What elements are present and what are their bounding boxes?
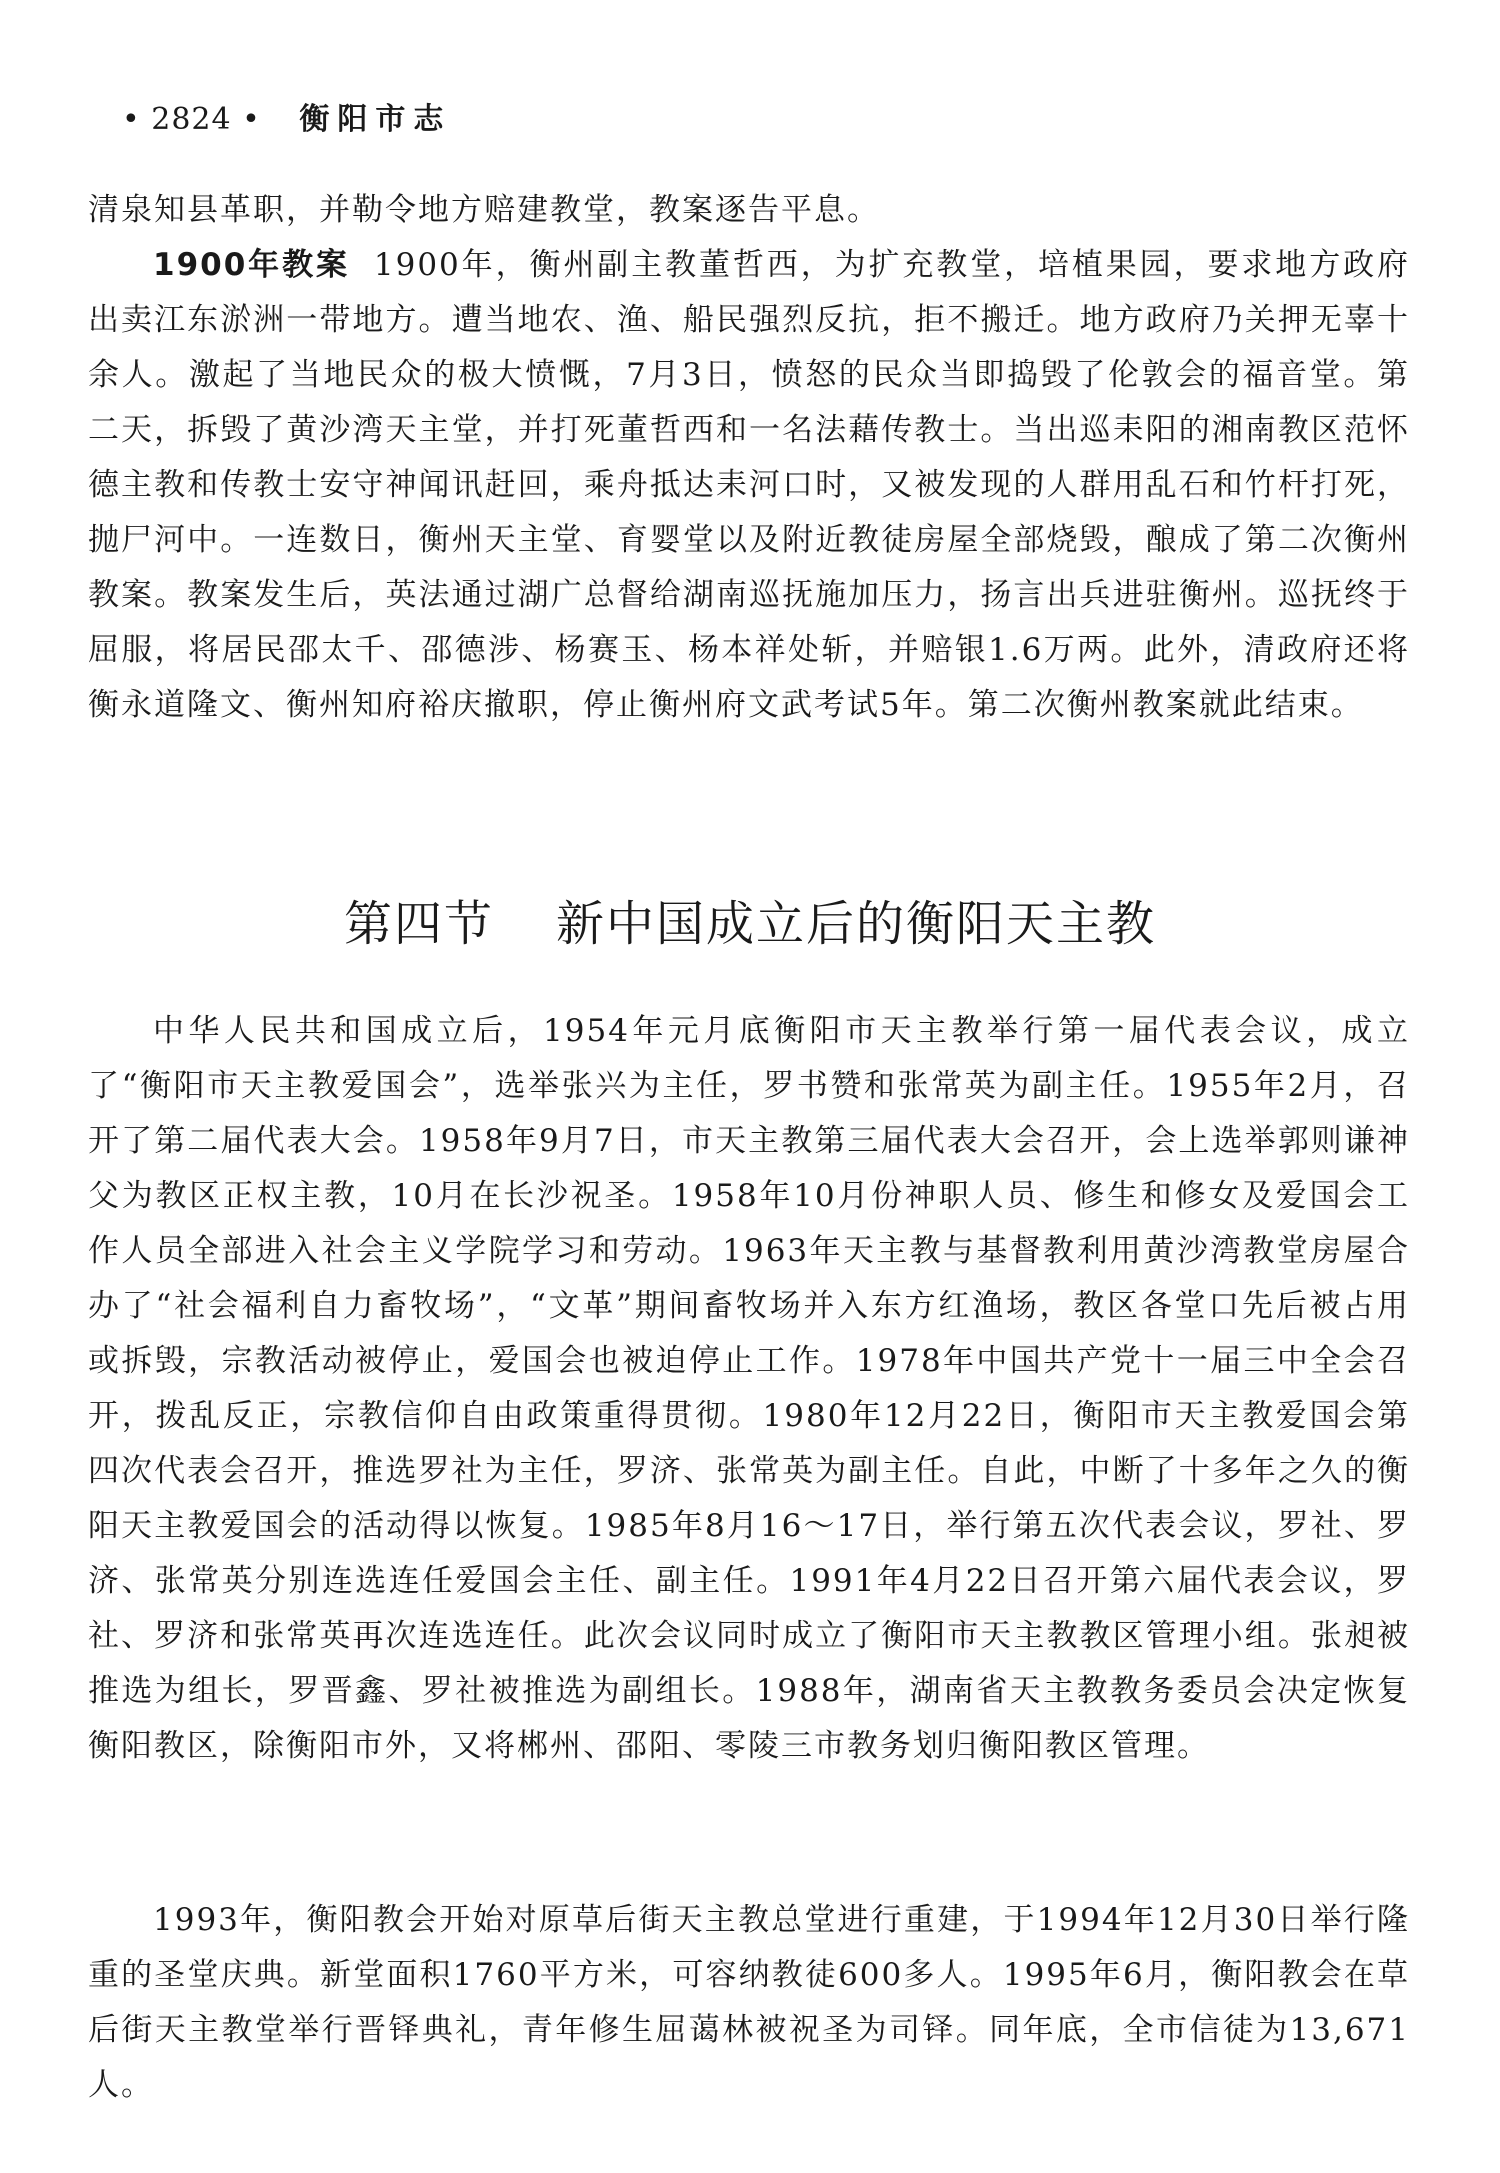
page-number: • 2824 • — [122, 102, 261, 137]
running-header — [122, 100, 451, 140]
book-title: 衡阳市志 — [299, 102, 452, 137]
section-label: 第四节 — [343, 896, 494, 952]
continued-paragraph: 清泉知县革职，并勒令地方赔建教堂，教案逐告平息。 — [88, 192, 880, 228]
section-3-continued — [88, 183, 1410, 733]
section-4-body — [88, 1004, 1410, 1774]
entry-heading: 1900年教案 — [153, 247, 350, 283]
section-title-text: 新中国成立后的衡阳天主教 — [556, 896, 1157, 952]
entry-body: 1900年，衡州副主教董哲西，为扩充教堂，培植果园，要求地方政府出卖江东淤洲一带地方。遭当地农、渔、船民强烈反抗，拒不搬迁。地方政府乃关押无辜十余人。激起了当地民众的极大愤慨，7月3日，愤怒的民众当即捣毁了伦敦会的福音堂。第二天，拆毁了黄沙湾天主堂，并打死董哲西和一名法藉传教士。当出巡耒阳的湘南教区范怀德主教和传教士安守神闻讯赶回，乘舟抵达耒河口时，又被发现的人群用乱石和竹杆打死，抛尸河中。一连数日，衡州天主堂、育婴堂以及附近教徒房屋全部烧毁，酿成了第二次衡州教案。教案发生后，英法通过湖广总督给湖南巡抚施加压力，扬言出兵进驻衡州。巡抚终于屈服，将居民邵太千、邵德涉、杨赛玉、杨本祥处斩，并赔银1.6万两。此外，清政府还将衡永道隆文、衡州知府裕庆撤职，停止衡州府文武考试5年。第二次衡州教案就此结束。 — [88, 247, 1411, 723]
section-4-body-continued — [88, 1893, 1410, 2113]
paragraph: 1993年，衡阳教会开始对原草后街天主教总堂进行重建，于1994年12月30日举行隆重的圣堂庆典。新堂面积1760平方米，可容纳教徒600多人。1995年6月，衡阳教会在草后街天主教堂举行晋铎典礼，青年修生屈蔼林被祝圣为司铎。同年底，全市信徒为13,671人。 — [88, 1902, 1410, 2103]
section-heading — [0, 892, 1500, 956]
paragraph: 中华人民共和国成立后，1954年元月底衡阳市天主教举行第一届代表会议，成立了“衡阳市天主教爱国会”，选举张兴为主任，罗书赞和张常英为副主任。1955年2月，召开了第二届代表大会。1958年9月7日，市天主教第三届代表大会召开，会上选举郭则谦神父为教区正权主教，10月在长沙祝圣。1958年10月份神职人员、修生和修女及爱国会工作人员全部进入社会主义学院学习和劳动。1963年天主教与基督教利用黄沙湾教堂房屋合办了“社会福利自力畜牧场”，“文革”期间畜牧场并入东方红渔场，教区各堂口先后被占用或拆毁，宗教活动被停止，爱国会也被迫停止工作。1978年中国共产党十一届三中全会召开，拨乱反正，宗教信仰自由政策重得贯彻。1980年12月22日，衡阳市天主教爱国会第四次代表会召开，推选罗社为主任，罗济、张常英为副主任。自此，中断了十多年之久的衡阳天主教爱国会的活动得以恢复。1985年8月16～17日，举行第五次代表会议，罗社、罗济、张常英分别连选连任爱国会主任、副主任。1991年4月22日召开第六届代表会议，罗社、罗济和张常英再次连选连任。此次会议同时成立了衡阳市天主教教区管理小组。张昶被推选为组长，罗晋鑫、罗社被推选为副组长。1988年，湖南省天主教教务委员会决定恢复衡阳教区，除衡阳市外，又将郴州、邵阳、零陵三市教务划归衡阳教区管理。 — [88, 1013, 1410, 1764]
paragraph-1900-case — [88, 238, 1410, 733]
